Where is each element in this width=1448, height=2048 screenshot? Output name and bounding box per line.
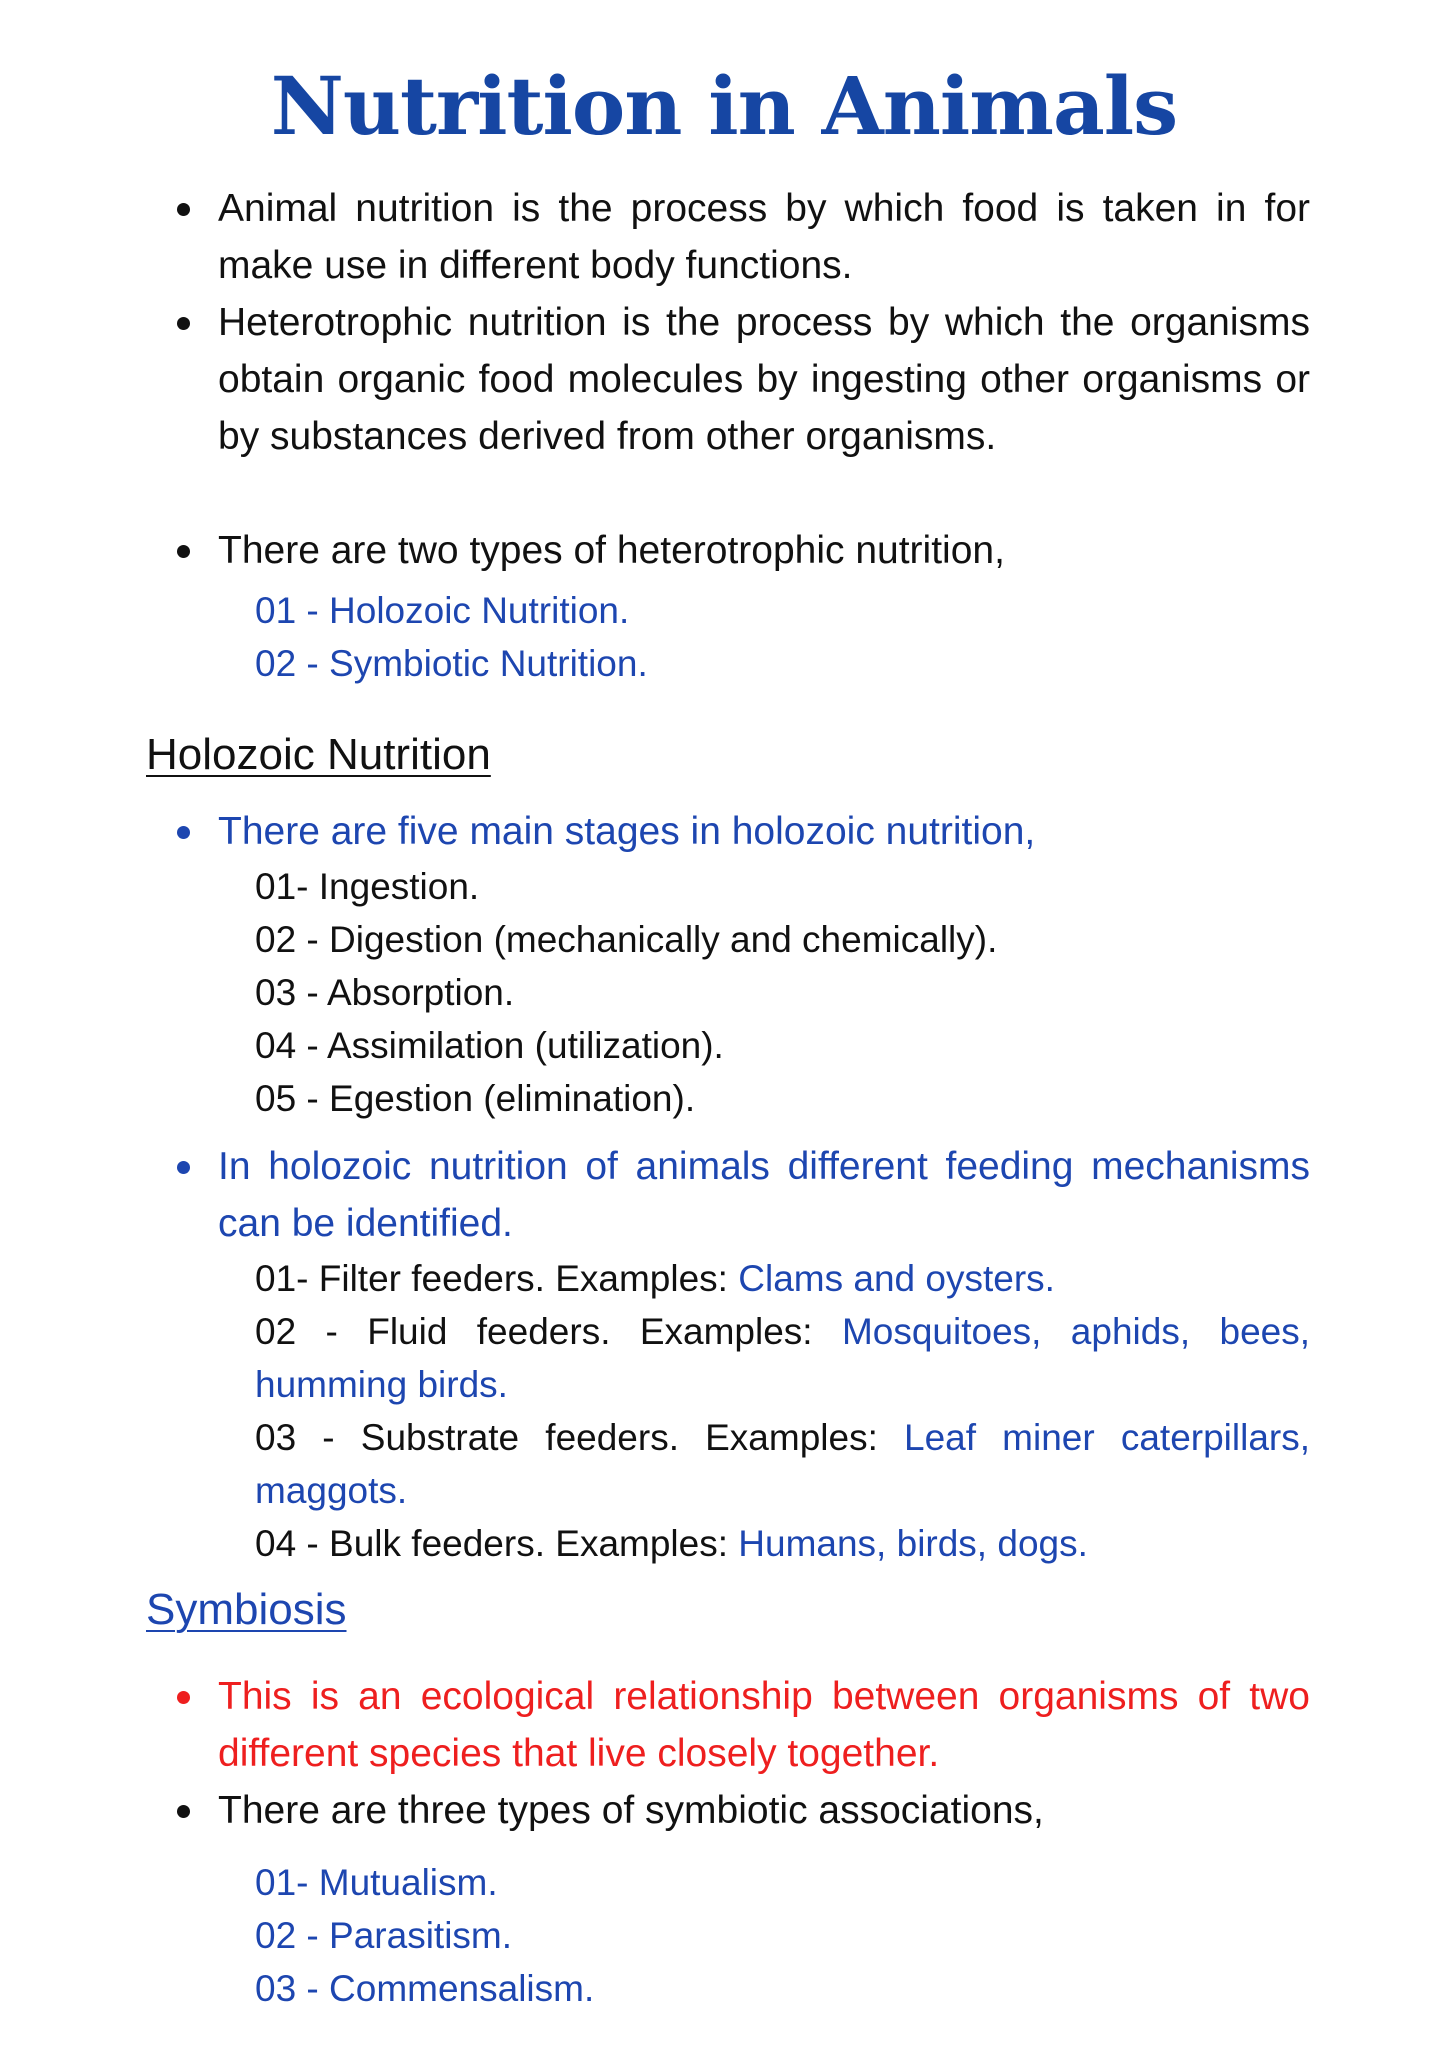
symbiosis-type-mutualism: 01- Mutualism. xyxy=(255,1862,498,1903)
intro-bullet-animal-nutrition: Animal nutrition is the process by which food is taken in for make use in different body functions. xyxy=(218,180,1310,294)
heterotrophic-type-holozoic: 01 - Holozoic Nutrition. xyxy=(255,590,630,631)
heterotrophic-type-symbiotic: 02 - Symbiotic Nutrition. xyxy=(255,643,648,684)
feeder-examples: Clams and oysters. xyxy=(738,1258,1055,1299)
intro-bullet-types: There are two types of heterotrophic nutrition, xyxy=(218,522,1310,579)
page-title: Nutrition in Animals xyxy=(270,59,1178,153)
feeding-mechanisms-bullet: In holozoic nutrition of animals different feeding mechanisms can be identified. xyxy=(218,1138,1310,1252)
feeder-examples: Leaf miner caterpillars, maggots. xyxy=(255,1417,1311,1511)
feeder-label: 04 - Bulk feeders. Examples: xyxy=(255,1523,739,1564)
symbiosis-type-commensalism: 03 - Commensalism. xyxy=(255,1968,595,2009)
feeder-item-fluid xyxy=(255,1305,1310,1411)
symbiosis-heading: Symbiosis xyxy=(146,1585,347,1634)
symbiosis-types-bullet: There are three types of symbiotic associations, xyxy=(218,1782,1310,1839)
holozoic-stages-bullet: There are five main stages in holozoic nutrition, xyxy=(218,803,1310,860)
feeder-item-bulk xyxy=(255,1517,1310,1570)
feeder-examples: Humans, birds, dogs. xyxy=(738,1523,1088,1564)
holozoic-stage: 03 - Absorption. xyxy=(255,972,515,1013)
holozoic-stage: 04 - Assimilation (utilization). xyxy=(255,1025,724,1066)
feeder-label: 03 - Substrate feeders. Examples: xyxy=(255,1417,905,1458)
holozoic-stage: 02 - Digestion (mechanically and chemically). xyxy=(255,919,998,960)
holozoic-heading: Holozoic Nutrition xyxy=(146,730,491,779)
feeder-item-filter xyxy=(255,1252,1310,1305)
feeder-label: 02 - Fluid feeders. Examples: xyxy=(255,1311,842,1352)
feeder-examples: Mosquitoes, aphids, bees, humming birds. xyxy=(255,1311,1311,1405)
feeder-item-substrate xyxy=(255,1411,1310,1517)
symbiosis-type-parasitism: 02 - Parasitism. xyxy=(255,1915,513,1956)
symbiosis-definition-bullet: This is an ecological relationship between organisms of two different species that live closely together. xyxy=(218,1668,1310,1782)
holozoic-stage: 05 - Egestion (elimination). xyxy=(255,1078,696,1119)
holozoic-stage: 01- Ingestion. xyxy=(255,866,480,907)
feeder-label: 01- Filter feeders. Examples: xyxy=(255,1258,739,1299)
intro-bullet-heterotrophic: Heterotrophic nutrition is the process by which the organisms obtain organic food molecules by ingesting other organisms or by substances derived from other organisms. xyxy=(218,294,1310,465)
